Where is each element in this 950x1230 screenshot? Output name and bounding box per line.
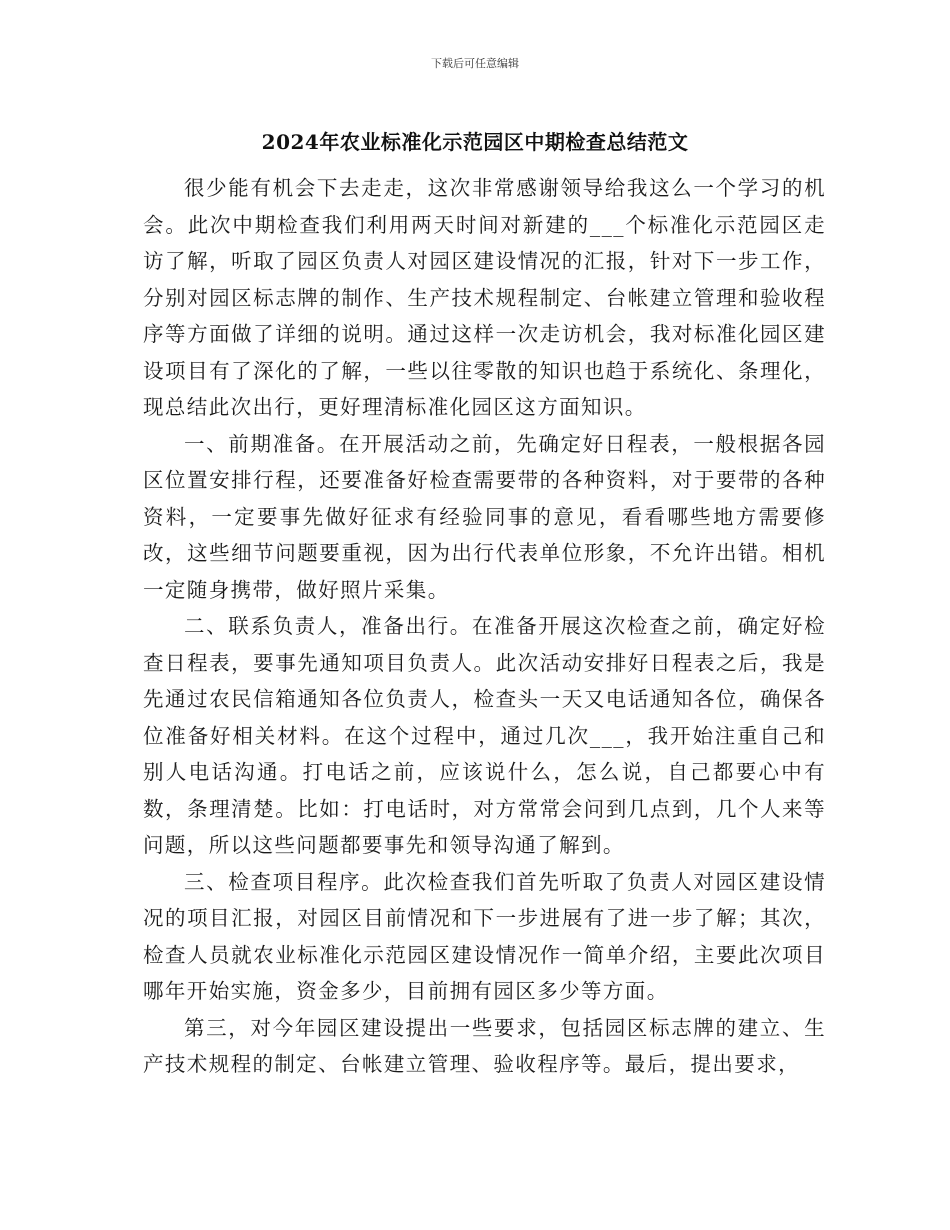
paragraph-procedure: 三、检查项目程序。此次检查我们首先听取了负责人对园区建设情况的项目汇报，对园区目前情况和下一步进展有了进一步了解；其次，检查人员就农业标准化示范园区建设情况作一简单介绍，主要此次项目哪年开始实施，资金多少，目前拥有园区多少等方面。	[143, 869, 826, 1003]
header-note: 下载后可任意编辑	[431, 57, 519, 70]
document-title: 2024年农业标准化示范园区中期检查总结范文	[261, 130, 689, 154]
paragraph-requirements: 第三，对今年园区建设提出一些要求，包括园区标志牌的建立、生产技术规程的制定、台帐建立管理、验收程序等。最后，提出要求，	[143, 1015, 826, 1076]
document-body	[143, 170, 826, 1083]
paragraph-contact: 二、联系负责人，准备出行。在准备开展这次检查之前，确定好检查日程表，要事先通知项目负责人。此次活动安排好日程表之后，我是先通过农民信箱通知各位负责人，检查头一天又电话通知各位，确保各位准备好相关材料。在这个过程中，通过几次___，我开始注重自己和别人电话沟通。打电话之前，应该说什么，怎么说，自己都要心中有数，条理清楚。比如：打电话时，对方常常会问到几点到，几个人来等问题，所以这些问题都要事先和领导沟通了解到。	[143, 614, 826, 857]
paragraph-intro: 很少能有机会下去走走，这次非常感谢领导给我这么一个学习的机会。此次中期检查我们利用两天时间对新建的___个标准化示范园区走访了解，听取了园区负责人对园区建设情况的汇报，针对下一步工作，分别对园区标志牌的制作、生产技术规程制定、台帐建立管理和验收程序等方面做了详细的说明。通过这样一次走访机会，我对标准化园区建设项目有了深化的了解，一些以往零散的知识也趋于系统化、条理化，现总结此次出行，更好理清标准化园区这方面知识。	[143, 176, 826, 419]
paragraph-preparation: 一、前期准备。在开展活动之前，先确定好日程表，一般根据各园区位置安排行程，还要准备好检查需要带的各种资料，对于要带的各种资料，一定要事先做好征求有经验同事的意见，看看哪些地方需要修改，这些细节问题要重视，因为出行代表单位形象，不允许出错。相机一定随身携带，做好照片采集。	[143, 431, 826, 602]
